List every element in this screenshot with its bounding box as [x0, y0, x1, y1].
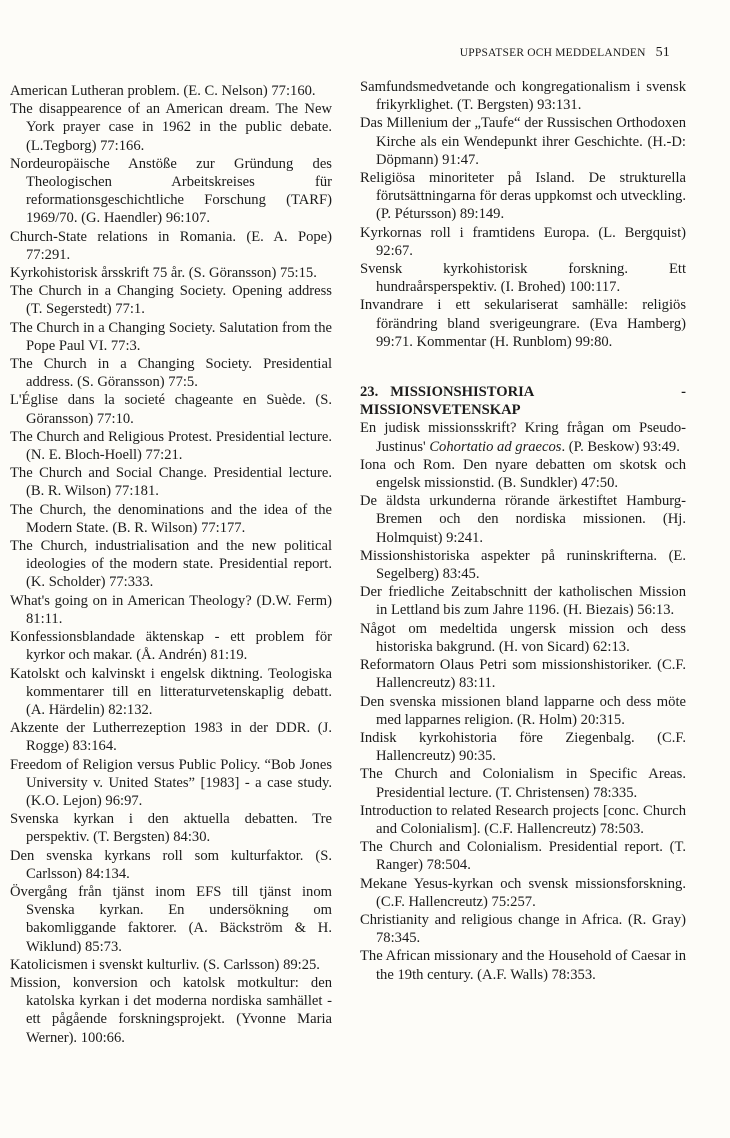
bibliography-entry: Katolskt och kalvinskt i engelsk diktning. Teologiska kommentarer till en litteraturvetenskaplig debatt. (A. Härdelin) 82:132. [10, 665, 332, 718]
bibliography-entry: The disappearence of an American dream. The New York prayer case in 1962 in the public debate. (L.Tegborg) 77:166. [10, 101, 332, 154]
bibliography-entry: The Church and Religious Protest. Presidential lecture. (N. E. Bloch-Hoell) 77:21. [10, 428, 332, 464]
entry-text-after: . (P. Beskow) 93:49. [561, 438, 680, 455]
bibliography-entry: Missionshistoriska aspekter på runinskrifterna. (E. Segelberg) 83:45. [360, 547, 686, 583]
running-header [460, 45, 670, 61]
bibliography-entry: Religiösa minoriteter på Island. De strukturella förutsättningarna för deras uppkomst och utveckling. (P. Pétursson) 89:149. [360, 170, 686, 223]
bibliography-entry: The Church in a Changing Society. Presidential address. (S. Göransson) 77:5. [10, 356, 332, 391]
bibliography-entry: The Church and Colonialism. Presidential report. (T. Ranger) 78:504. [360, 839, 686, 874]
bibliography-entry: Mekane Yesus-kyrkan och svensk missionsforskning. (C.F. Hallencreutz) 75:257. [360, 875, 686, 910]
entry-text-before: En judisk missionsskrift? Kring frågan om Pseudo-Justinus' [360, 420, 686, 455]
bibliography-entry: Freedom of Religion versus Public Policy. “Bob Jones University v. United States” [1983] - a case study. (K.O. Lejon) 96:97. [10, 756, 332, 809]
bibliography-entry: Konfessionsblandade äktenskap - ett problem för kyrkor och makar. (Å. Andrén) 81:19. [10, 629, 332, 664]
bibliography-entry: De äldsta urkunderna rörande ärkestiftet Hamburg-Bremen och den nordiska missionen. (Hj. Holmquist) 9:241. [360, 493, 686, 546]
bibliography-entry: What's going on in American Theology? (D.W. Ferm) 81:11. [10, 592, 332, 627]
bibliography-entry: Church-State relations in Romania. (E. A. Pope) 77:291. [10, 228, 332, 263]
bibliography-entry: Reformatorn Olaus Petri som missionshistoriker. (C.F. Hallencreutz) 83:11. [360, 657, 686, 692]
bibliography-entry [360, 419, 686, 455]
running-title: UPPSATSER OCH MEDDELANDEN [459, 47, 646, 59]
bibliography-entry: Introduction to related Research projects [conc. Church and Colonialism]. (C.F. Hallencreutz) 78:503. [360, 802, 686, 837]
bibliography-entry: Der friedliche Zeitabschnitt der katholischen Mission in Lettland bis zum Jahre 1196. (H. Biezais) 56:13. [360, 584, 686, 619]
bibliography-entry: Indisk kyrkohistoria före Ziegenbalg. (C.F. Hallencreutz) 90:35. [360, 729, 686, 765]
page-number: 51 [655, 45, 670, 60]
entry-italic-title: Cohortatio ad graecos [429, 438, 562, 455]
section-heading [360, 383, 686, 419]
right-column-bottom-entries [360, 456, 686, 984]
left-column [10, 82, 332, 1047]
bibliography-entry: The Church, the denominations and the idea of the Modern State. (B. R. Wilson) 77:177. [10, 501, 332, 536]
bibliography-entry: The Church and Colonialism in Specific Areas. Presidential lecture. (T. Christensen) 78:335. [360, 766, 686, 801]
section-title: MISSIONSHISTORIA - MISSIONSVETENSKAP [360, 384, 686, 419]
bibliography-entry: Den svenska missionen bland lapparne och dess möte med lapparnes religion. (R. Holm) 20:315. [360, 693, 686, 728]
section-number: 23. [360, 384, 379, 401]
bibliography-entry: Das Millenium der „Taufe“ der Russischen Orthodoxen Kirche als ein Wendepunkt ihrer Geschichte. (H.-D: Döpmann) 91:47. [360, 115, 686, 168]
bibliography-entry: The Church in a Changing Society. Salutation from the Pope Paul VI. 77:3. [10, 319, 332, 354]
bibliography-entry: Samfundsmedvetande och kongregationalism i svensk frikyrklighet. (T. Bergsten) 93:131. [360, 79, 686, 114]
bibliography-entry: Kyrkornas roll i framtidens Europa. (L. Bergquist) 92:67. [360, 224, 686, 259]
bibliography-entry: The Church, industrialisation and the new political ideologies of the modern state. Presidential report. (K. Scholder) 77:333. [10, 538, 332, 591]
bibliography-entry: Christianity and religious change in Africa. (R. Gray) 78:345. [360, 911, 686, 947]
bibliography-entry: Svensk kyrkohistorisk forskning. Ett hundraårsperspektiv. (I. Brohed) 100:117. [360, 261, 686, 296]
right-column [360, 78, 686, 984]
bibliography-entry: Invandrare i ett sekulariserat samhälle: religiös förändring bland sverigeungrare. (Eva Hamberg) 99:71. Kommentar (H. Runblom) 99:80. [360, 297, 686, 350]
bibliography-entry: Något om medeltida ungersk mission och dess historiska bakgrund. (H. von Sicard) 62:13. [360, 620, 686, 655]
bibliography-entry: Övergång från tjänst inom EFS till tjänst inom Svenska kyrkan. En undersökning om bakomliggande faktorer. (A. Bäckström & H. Wiklund) 85:73. [10, 883, 332, 955]
bibliography-entry: Svenska kyrkan i den aktuella debatten. Tre perspektiv. (T. Bergsten) 84:30. [10, 811, 332, 846]
bibliography-entry: Nordeuropäische Anstöße zur Gründung des Theologischen Arbeitskreises für reformationsgeschichtliche Forschung (TARF) 1969/70. (G. Haendler) 96:107. [10, 155, 332, 227]
bibliography-entry: The Church in a Changing Society. Opening address (T. Segerstedt) 77:1. [10, 283, 332, 318]
bibliography-entry: Akzente der Lutherrezeption 1983 in der DDR. (J. Rogge) 83:164. [10, 720, 332, 755]
bibliography-entry: American Lutheran problem. (E. C. Nelson) 77:160. [10, 83, 316, 99]
bibliography-entry: The African missionary and the Household of Caesar in the 19th century. (A.F. Walls) 78:353. [360, 948, 686, 983]
bibliography-entry: The Church and Social Change. Presidential lecture. (B. R. Wilson) 77:181. [10, 465, 332, 500]
bibliography-entry: Mission, konversion och katolsk motkultur: den katolska kyrkan i det moderna nordiska samhället - ett pågående forskningsprojekt. (Yvonne Maria Werner). 100:66. [10, 974, 332, 1046]
right-column-top-entries [360, 78, 686, 351]
bibliography-entry: L'Église dans la societé chageante en Suède. (S. Göransson) 77:10. [10, 392, 332, 427]
bibliography-entry: Den svenska kyrkans roll som kulturfaktor. (S. Carlsson) 84:134. [10, 847, 332, 882]
bibliography-entry: Katolicismen i svenskt kulturliv. (S. Carlsson) 89:25. [10, 956, 320, 973]
bibliography-entry: Iona och Rom. Den nyare debatten om skotsk och engelsk missionstid. (B. Sundkler) 47:50. [360, 456, 686, 492]
bibliography-entry: Kyrkohistorisk årsskrift 75 år. (S. Göransson) 75:15. [10, 265, 317, 282]
